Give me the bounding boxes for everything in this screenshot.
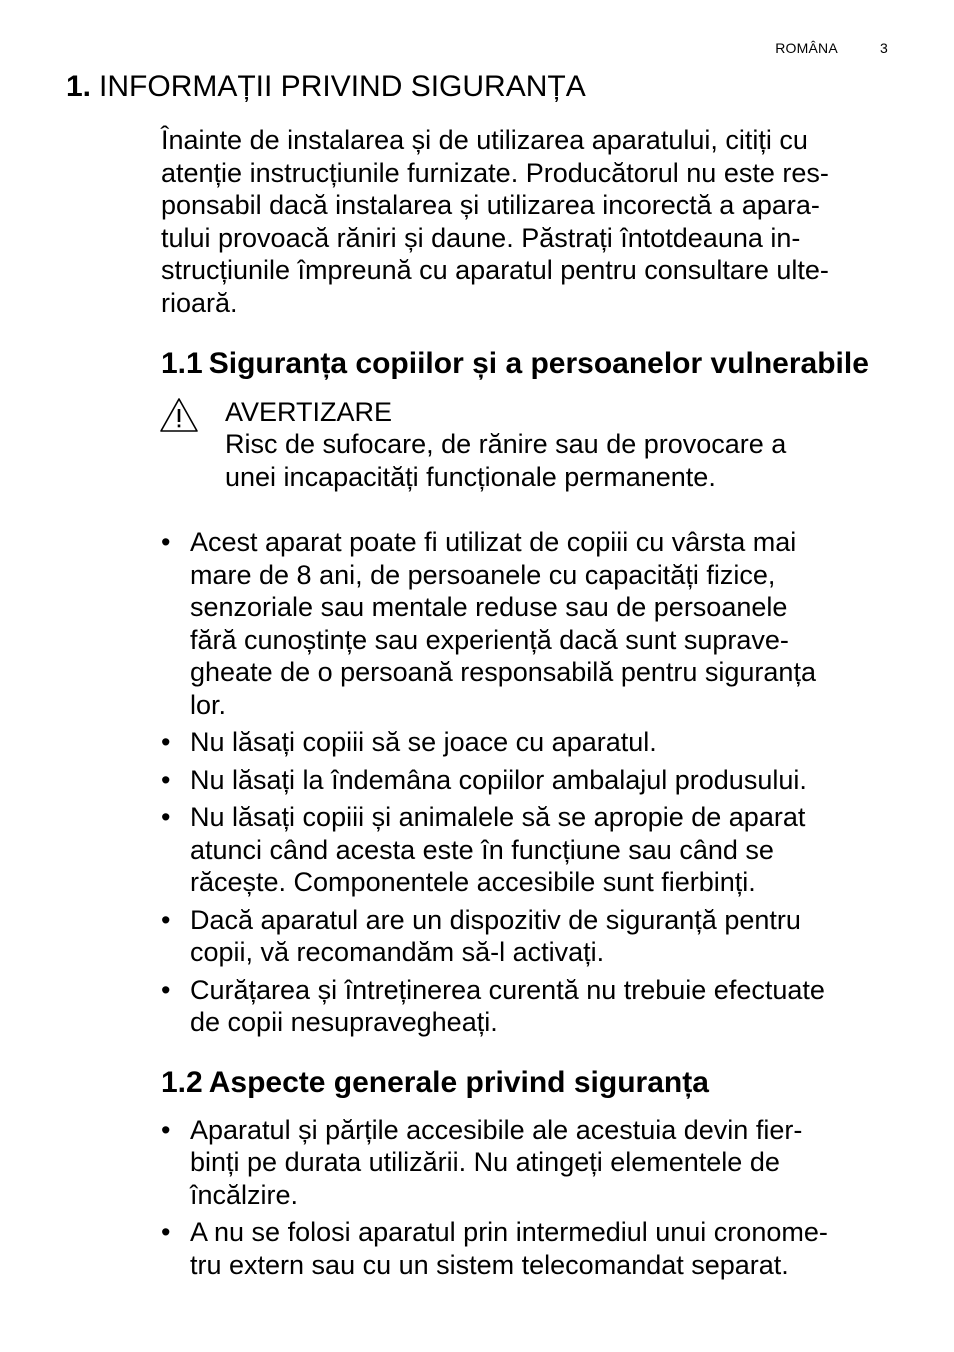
list-item-line: copii, vă recomandăm să-l activați.	[190, 937, 605, 967]
list-item-line: Nu lăsați copiii să se joace cu aparatul.	[190, 727, 657, 757]
list-item-line: lor.	[190, 689, 227, 720]
list-item-line: mare de 8 ani, de persoanele cu capacități fizice,	[190, 559, 776, 590]
list-item-line: senzoriale sau mentale reduse sau de persoanele	[190, 592, 788, 622]
intro-line: strucțiunile împreună cu aparatul pentru consultare ulte-	[161, 255, 829, 285]
intro-line: rioară.	[161, 287, 238, 318]
bullet-icon: •	[161, 527, 171, 557]
list-item-line: Nu lăsați copiii și animalele să se apropie de aparat	[190, 802, 806, 832]
list-item	[161, 1114, 896, 1212]
list-item-line: Nu lăsați la îndemâna copiilor ambalajul produsului.	[190, 764, 807, 795]
list-item	[161, 974, 896, 1039]
subsection-heading-general-safety	[161, 1065, 896, 1101]
bullet-icon: •	[161, 727, 171, 757]
list-item-line: Acest aparat poate fi utilizat de copiii cu vârsta mai	[190, 527, 797, 557]
bullet-icon: •	[161, 802, 171, 832]
section-number: 1.	[66, 70, 92, 103]
list-item-line: atunci când acesta este în funcțiune sau când se	[190, 834, 774, 865]
language-label: ROMÂNA	[775, 40, 838, 56]
list-item	[161, 801, 896, 899]
list-item	[161, 764, 896, 797]
main-content	[161, 124, 896, 1281]
child-safety-list	[161, 526, 896, 1039]
intro-line: tului provoacă răniri și daune. Păstrați întotdeauna in-	[161, 222, 801, 253]
intro-line: ponsabil dacă instalarea și utilizarea incorectă a apara-	[161, 190, 820, 220]
list-item	[161, 904, 896, 969]
page-header	[775, 40, 888, 56]
list-item-line: încălzire.	[190, 1179, 299, 1210]
subsection-title: Siguranța copiilor și a persoanelor vulnerabile	[208, 347, 869, 380]
list-item-line: răcește. Componentele accesibile sunt fierbinți.	[190, 867, 756, 897]
subsection-number: 1.1	[161, 347, 203, 380]
list-item-line: Dacă aparatul are un dispozitiv de siguranță pentru	[190, 904, 801, 935]
list-item	[161, 526, 896, 721]
bullet-icon: •	[161, 764, 171, 795]
subsection-title: Aspecte generale privind siguranța	[208, 1065, 709, 1099]
section-title: INFORMAȚII PRIVIND SIGURANȚA	[99, 70, 586, 103]
bullet-icon: •	[161, 1114, 171, 1145]
list-item-line: A nu se folosi aparatul prin intermediul unui cronome-	[190, 1217, 828, 1247]
list-item-line: Curățarea și întreținerea curentă nu trebuie efectuate	[190, 974, 825, 1005]
list-item-line: fără cunoștințe sau experiență dacă sunt suprave-	[190, 624, 789, 655]
list-item	[161, 726, 896, 759]
list-item-line: Aparatul și părțile accesibile ale acestuia devin fier-	[190, 1114, 803, 1145]
list-item-line: gheate de o persoană responsabilă pentru siguranța	[190, 657, 816, 687]
intro-line: Înainte de instalarea și de utilizarea aparatului, citiți cu	[161, 125, 808, 155]
bullet-icon: •	[161, 1217, 171, 1247]
warning-line: unei incapacități funcționale permanente.	[225, 461, 716, 492]
warning-box	[161, 396, 896, 493]
intro-paragraph	[161, 124, 896, 319]
bullet-icon: •	[161, 904, 171, 935]
section-heading	[66, 70, 586, 104]
warning-line: Risc de sufocare, de rănire sau de provocare a	[225, 429, 787, 459]
page-number: 3	[880, 40, 888, 56]
list-item-line: tru extern sau cu un sistem telecomandat separat.	[190, 1249, 789, 1280]
subsection-heading-child-safety	[161, 346, 896, 382]
list-item-line: binți pe durata utilizării. Nu atingeți elementele de	[190, 1147, 780, 1177]
warning-title: AVERTIZARE	[225, 397, 393, 427]
general-safety-list	[161, 1114, 896, 1282]
intro-line: atenție instrucțiunile furnizate. Producătorul nu este res-	[161, 157, 829, 188]
list-item-line: de copii nesupravegheați.	[190, 1007, 498, 1037]
warning-triangle-icon	[159, 397, 199, 433]
list-item	[161, 1216, 896, 1281]
subsection-number: 1.2	[161, 1065, 203, 1099]
bullet-icon: •	[161, 974, 171, 1005]
